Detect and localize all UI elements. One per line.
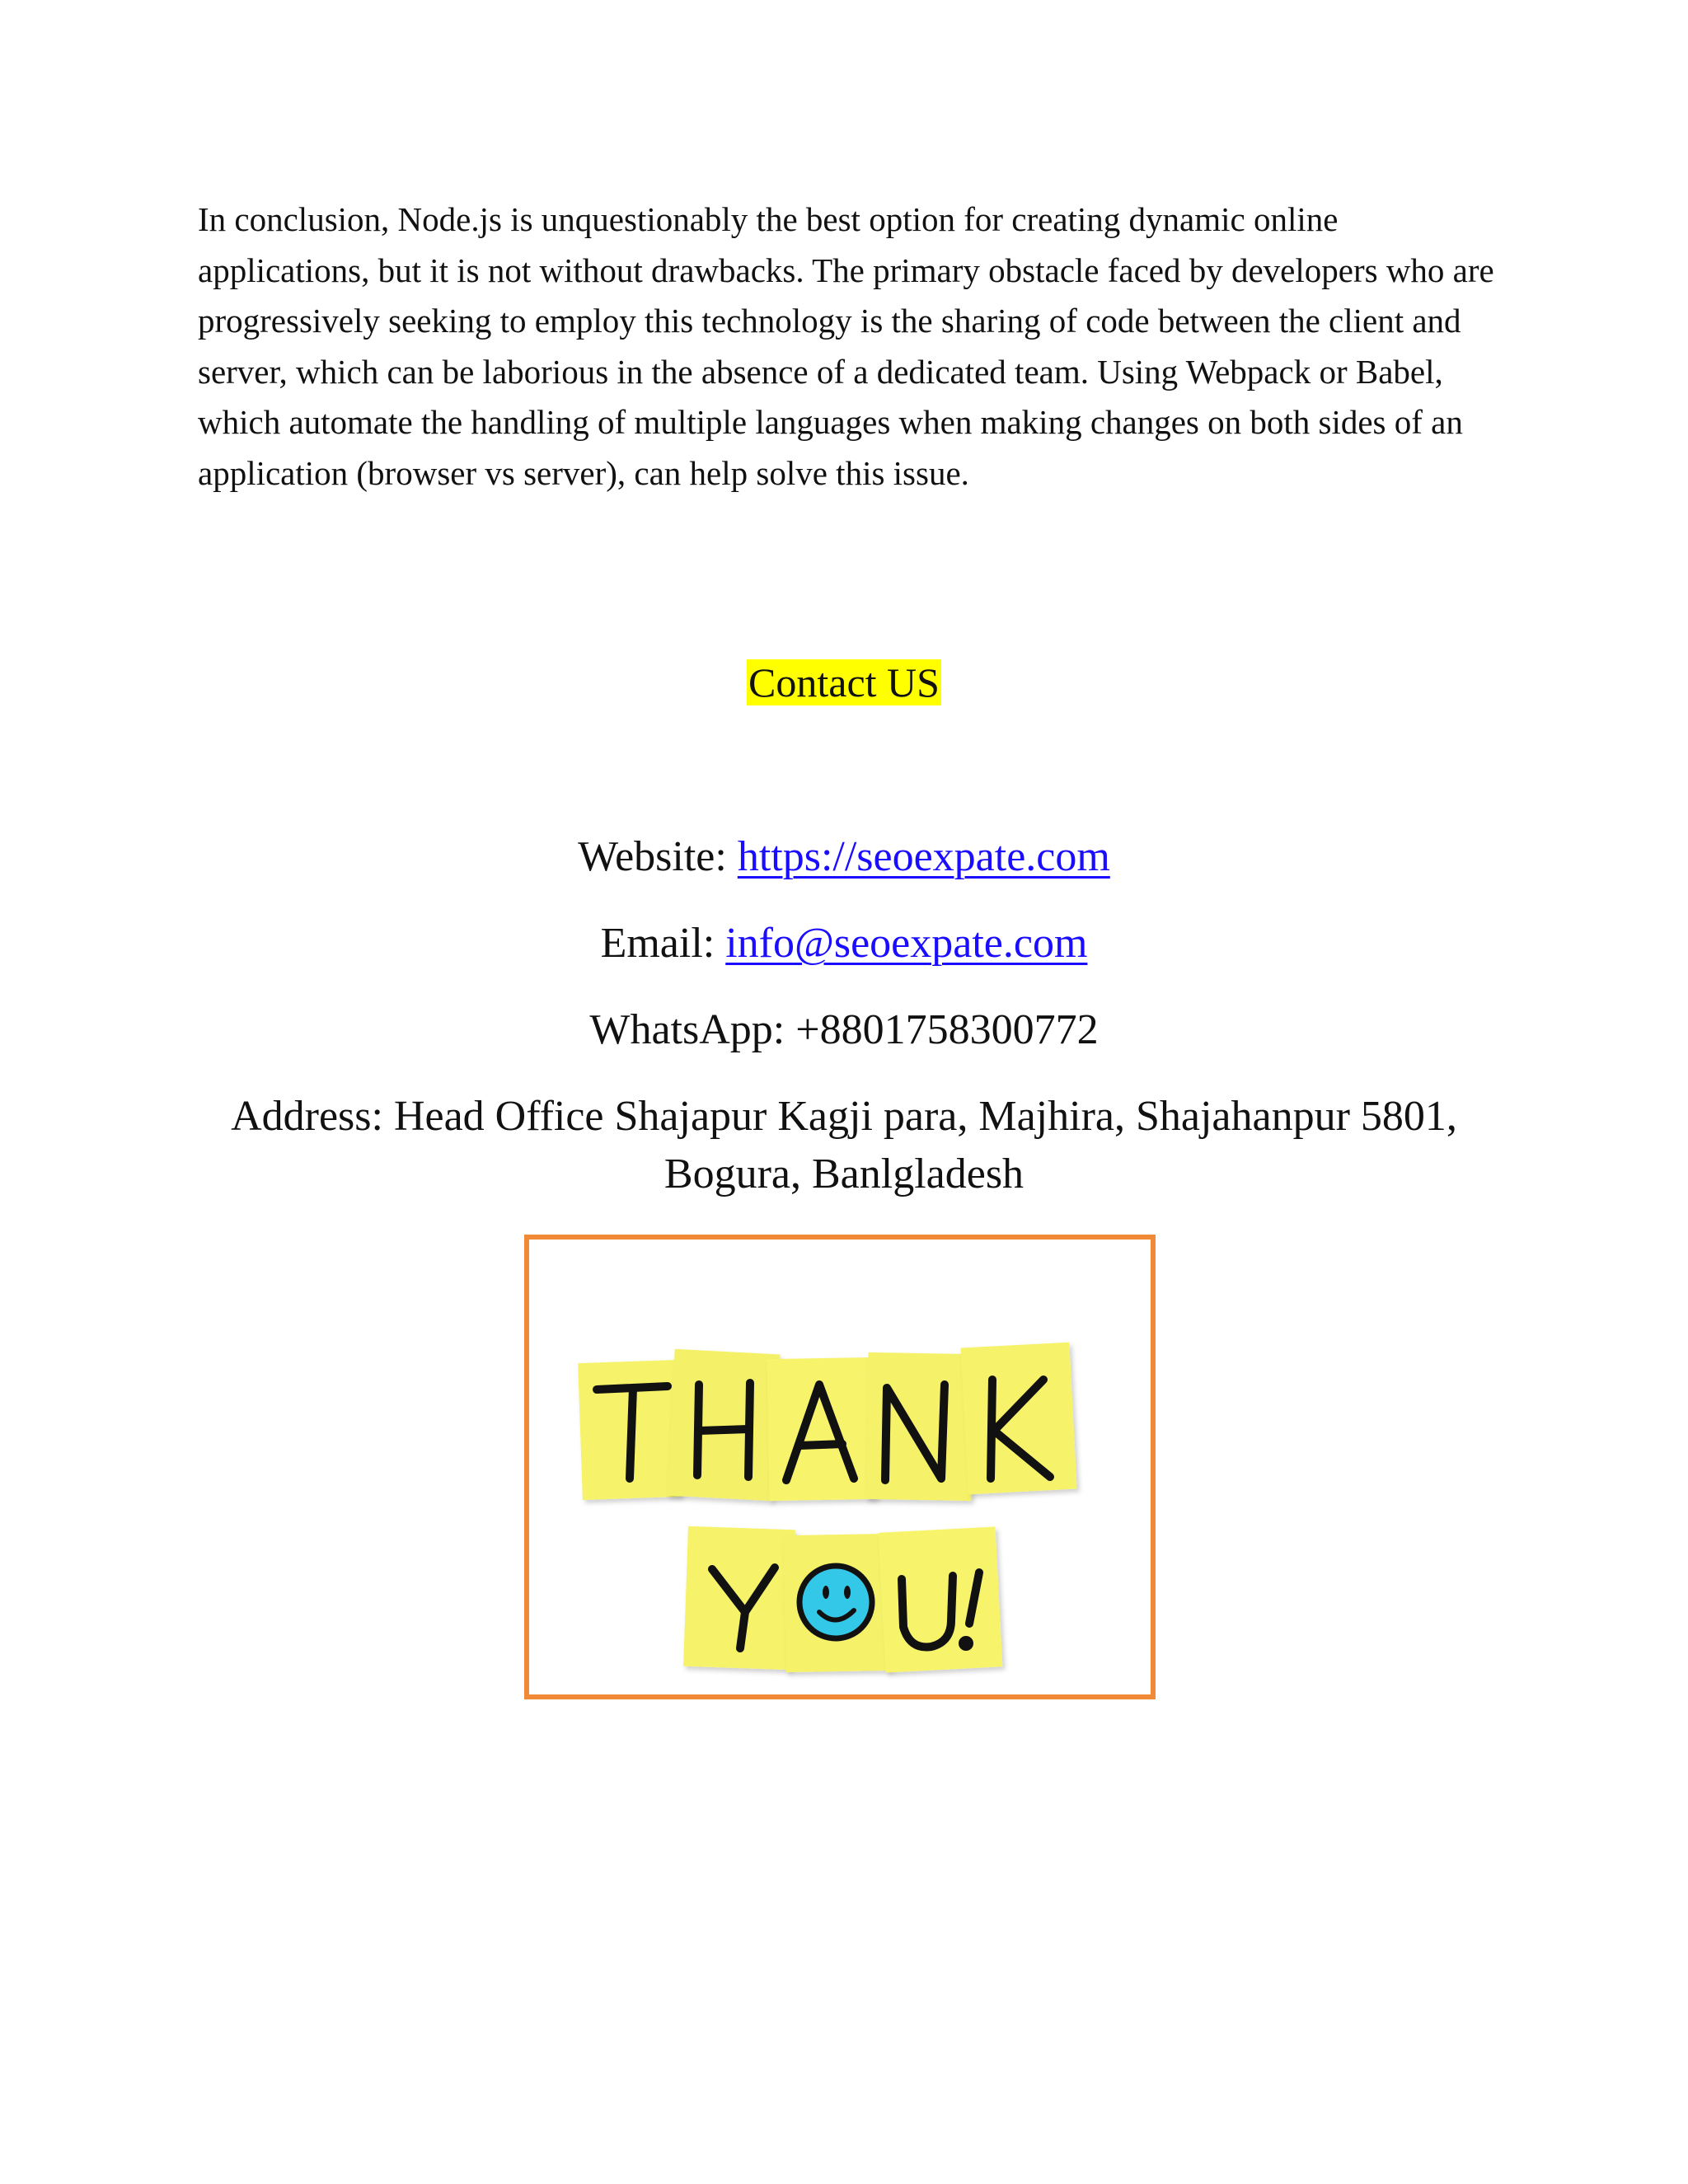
email-line bbox=[0, 915, 1688, 972]
contact-heading bbox=[0, 655, 1688, 710]
website-label: Website: bbox=[578, 833, 738, 880]
email-link[interactable]: info@seoexpate.com bbox=[725, 920, 1088, 967]
thank-you-image bbox=[524, 1235, 1156, 1699]
sticky-note-h bbox=[667, 1349, 780, 1501]
website-line bbox=[0, 828, 1688, 886]
website-link[interactable]: https://seoexpate.com bbox=[737, 833, 1110, 880]
whatsapp-line: WhatsApp: +8801758300772 bbox=[589, 1006, 1099, 1053]
conclusion-paragraph: In conclusion, Node.js is unquestionably the best option for creating dynamic online applications, but it is not without drawbacks. The primary obstacle faced by developers who are progressively seeking to employ this technology is the sharing of code between the client and server, which can be laborious in the absence of a dedicated team. Using Webpack or Babel, which automate the handling of multiple languages when making changes on both sides of an application (browser vs server), can help solve this issue. bbox=[198, 200, 1494, 492]
sticky-note-u bbox=[879, 1526, 1003, 1672]
address-line: Address: Head Office Shajapur Kagji para, Majhira, Shajahanpur 5801, Bogura, Banlgladesh bbox=[231, 1093, 1457, 1197]
sticky-note-k bbox=[960, 1343, 1076, 1495]
email-label: Email: bbox=[600, 920, 726, 967]
contact-heading-text: Contact US bbox=[748, 659, 940, 705]
thank-you-illustration bbox=[529, 1240, 1151, 1694]
smiley-face-icon bbox=[799, 1566, 872, 1638]
